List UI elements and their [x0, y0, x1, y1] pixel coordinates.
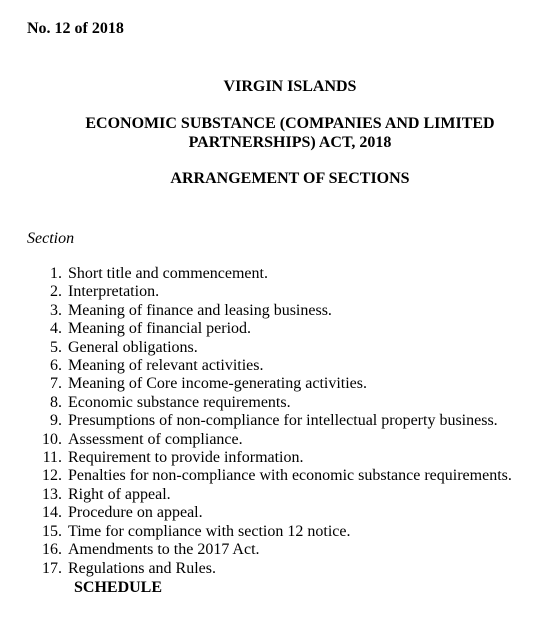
section-item	[27, 412, 512, 430]
section-item	[27, 449, 512, 467]
section-number: 13.	[42, 485, 62, 503]
country-heading: VIRGIN ISLANDS	[223, 78, 357, 95]
section-item	[27, 302, 512, 320]
section-number: 3.	[50, 301, 62, 319]
section-item	[27, 523, 512, 541]
section-item	[27, 375, 512, 393]
section-item	[27, 431, 512, 449]
section-number: 1.	[50, 265, 62, 282]
section-number: 12.	[42, 467, 62, 485]
section-title: Economic substance requirements.	[68, 393, 291, 411]
section-number: 8.	[50, 393, 62, 411]
act-title-line-1: ECONOMIC SUBSTANCE (COMPANIES AND LIMITED	[85, 115, 495, 132]
section-title: Regulations and Rules.	[68, 559, 216, 577]
section-item	[27, 394, 512, 412]
section-title: Meaning of finance and leasing business.	[68, 301, 332, 319]
act-title-line-2: PARTNERSHIPS) ACT, 2018	[188, 134, 392, 151]
arrangement-heading: ARRANGEMENT OF SECTIONS	[170, 170, 410, 187]
section-item	[27, 541, 512, 559]
section-number: 16.	[42, 541, 62, 559]
act-number: No. 12 of 2018	[27, 20, 124, 37]
section-title: Short title and commencement.	[68, 265, 268, 282]
act-title	[0, 114, 550, 152]
section-item	[27, 504, 512, 522]
section-number: 4.	[50, 320, 62, 338]
section-title: Meaning of Core income-generating activities.	[68, 375, 368, 393]
section-title: Time for compliance with section 12 notice.	[68, 522, 351, 540]
section-title: Procedure on appeal.	[68, 504, 203, 522]
section-title: Assessment of compliance.	[68, 430, 243, 448]
section-title: Requirement to provide information.	[68, 449, 304, 467]
section-item	[27, 283, 512, 301]
section-item	[27, 265, 512, 283]
section-column-label: Section	[27, 230, 75, 247]
section-number: 7.	[50, 375, 62, 393]
section-title: Meaning of relevant activities.	[68, 357, 264, 375]
sections-list	[27, 265, 512, 578]
section-item	[27, 467, 512, 485]
section-title: Interpretation.	[68, 283, 160, 301]
section-title: Meaning of financial period.	[68, 320, 252, 338]
section-number: 2.	[50, 283, 62, 301]
section-title: General obligations.	[68, 338, 198, 356]
section-number: 14.	[42, 504, 62, 522]
section-title: Amendments to the 2017 Act.	[68, 541, 260, 559]
section-item	[27, 560, 512, 578]
section-number: 15.	[42, 522, 62, 540]
section-number: 11.	[42, 449, 62, 467]
section-item	[27, 339, 512, 357]
section-item	[27, 486, 512, 504]
section-title: Penalties for non-compliance with economic substance requirements.	[68, 467, 512, 485]
section-number: 5.	[50, 338, 62, 356]
section-number: 6.	[50, 357, 62, 375]
schedule-heading: SCHEDULE	[74, 579, 163, 596]
section-title: Right of appeal.	[68, 485, 171, 503]
section-number: 9.	[50, 412, 62, 430]
section-item	[27, 320, 512, 338]
section-title: Presumptions of non-compliance for intellectual property business.	[68, 412, 498, 430]
section-item	[27, 357, 512, 375]
section-number: 10.	[42, 430, 62, 448]
section-number: 17.	[42, 559, 62, 577]
